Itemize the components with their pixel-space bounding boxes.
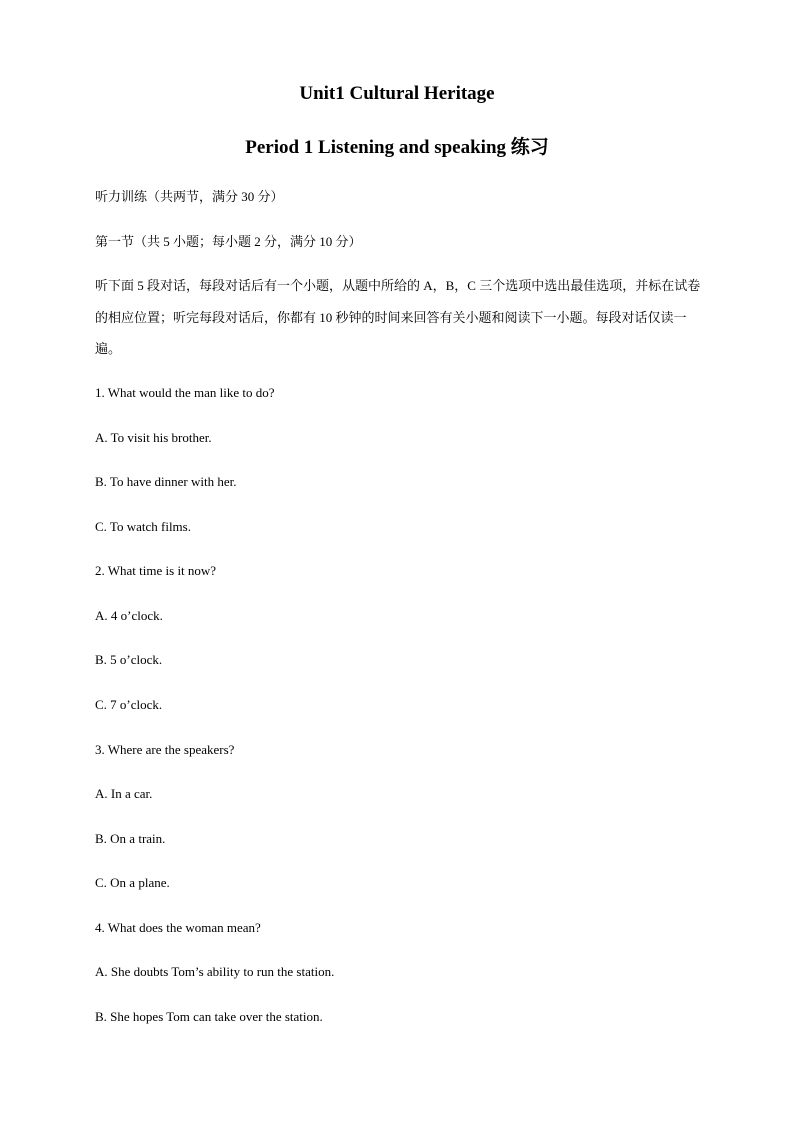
question-stem: 1. What would the man like to do? <box>95 385 275 400</box>
answer-option: C. To watch films. <box>95 519 191 534</box>
question-stem: 2. What time is it now? <box>95 563 217 578</box>
answer-option: C. On a plane. <box>95 875 170 890</box>
answer-option: A. To visit his brother. <box>95 430 212 445</box>
part-heading: 第一节（共 5 小题；每小题 2 分，满分 10 分） <box>95 234 362 249</box>
question-stem: 3. Where are the speakers? <box>95 742 235 757</box>
question-stem: 4. What does the woman mean? <box>95 920 261 935</box>
document-subtitle: Period 1 Listening and speaking 练习 <box>245 137 549 158</box>
answer-option: B. 5 o’clock. <box>95 652 163 667</box>
answer-option: B. She hopes Tom can take over the station. <box>95 1009 323 1024</box>
instructions-paragraph: 听下面 5 段对话，每段对话后有一个小题，从题中所给的 A，B，C 三个选项中选出最佳选项，并标在试卷的相应位置；听完每段对话后，你都有 10 秒钟的时间来回答有关小题和阅读下一小题。每段对话仅读一遍。 <box>95 278 701 356</box>
answer-option: A. 4 o’clock. <box>95 608 163 623</box>
document-title: Unit1 Cultural Heritage <box>299 83 495 104</box>
answer-option: A. She doubts Tom’s ability to run the station. <box>95 964 335 979</box>
answer-option: B. On a train. <box>95 831 166 846</box>
section-heading: 听力训练（共两节，满分 30 分） <box>95 189 284 204</box>
answer-option: A. In a car. <box>95 786 153 801</box>
answer-option: B. To have dinner with her. <box>95 474 237 489</box>
answer-option: C. 7 o’clock. <box>95 697 163 712</box>
